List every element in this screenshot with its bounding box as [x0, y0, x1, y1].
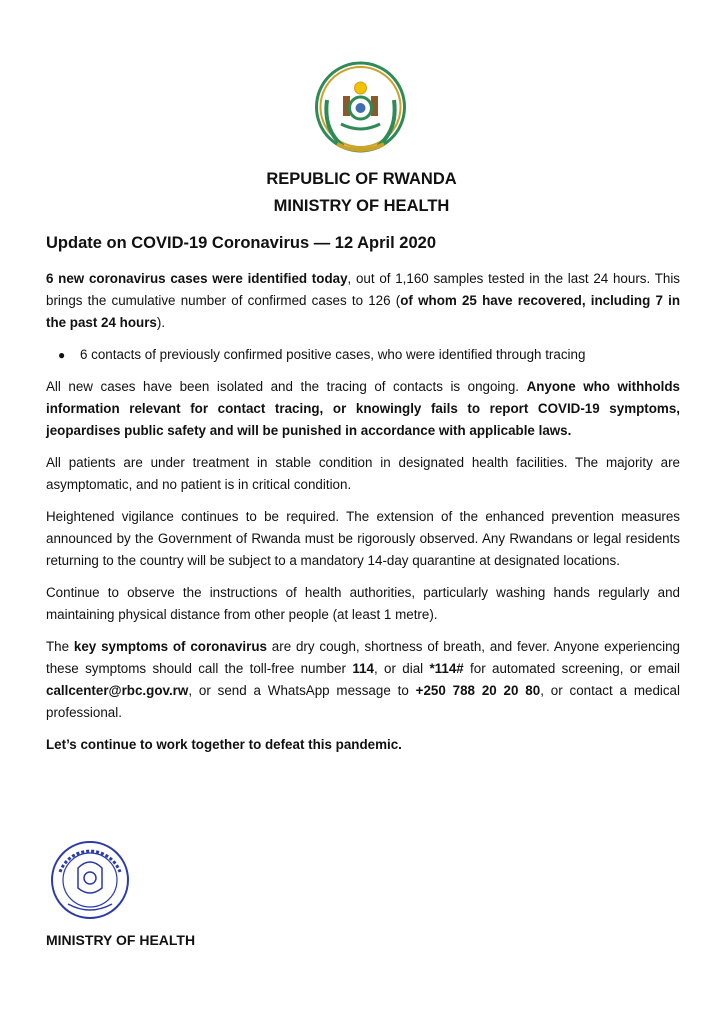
- paragraph-instructions: Continue to observe the instructions of health authorities, particularly washing hands regularly and maintaining physical distance from other people (at least 1 metre).: [46, 584, 680, 623]
- symptoms-text: , or contact a medical professional.: [46, 683, 680, 721]
- document-title: Update on COVID-19 Coronavirus — 12 April 2020: [46, 234, 436, 252]
- symptoms-text: for automated screening, or email: [463, 661, 680, 677]
- toll-free-number: 114: [352, 661, 374, 677]
- symptoms-text: The: [46, 638, 74, 654]
- ministry-stamp-seal: [48, 838, 132, 922]
- isolation-text: All new cases have been isolated and the tracing of contacts is ongoing.: [46, 378, 527, 394]
- bullet-text: 6 contacts of previously confirmed positive cases, who were identified through tracing: [80, 347, 586, 363]
- ministry-heading: MINISTRY OF HEALTH: [273, 197, 450, 215]
- footer-signature: MINISTRY OF HEALTH: [46, 932, 196, 948]
- symptoms-highlight: key symptoms of coronavirus: [73, 638, 267, 654]
- penalty-warning: Anyone who withholds information relevant for contact tracing, or knowingly fails to report COVID-19 symptoms, jeopardises public safety and will be punished in accordance with applicable laws.: [46, 378, 680, 439]
- symptoms-text: are dry cough, shortness of breath, and fever. Anyone experiencing these symptoms should call the toll-free number: [46, 638, 680, 677]
- symptoms-text: , or dial: [373, 661, 430, 677]
- new-cases-highlight: 6 new coronavirus cases were identified today: [46, 271, 348, 286]
- symptoms-text: , or send a WhatsApp message to: [188, 683, 416, 699]
- paragraph-vigilance: Heightened vigilance continues to be required. The extension of the enhanced prevention measures announced by the Government of Rwanda must be rigorously observed. Any Rwandans or legal residents returning to the country will be subject to a mandatory 14-day quarantine at designated locations.: [46, 508, 680, 569]
- paragraph-isolation: [46, 376, 680, 443]
- paragraph-new-cases: [46, 268, 680, 335]
- new-cases-text-end: ).: [156, 315, 166, 331]
- ussd-code: *114#: [429, 661, 464, 677]
- whatsapp-number: +250 788 20 20 80: [415, 683, 541, 699]
- paragraph-symptoms: [46, 636, 680, 725]
- recovered-highlight: of whom 25 have recovered, including 7 in the past 24 hours: [46, 293, 681, 331]
- country-heading: REPUBLIC OF RWANDA: [266, 170, 457, 188]
- document-body: [46, 268, 680, 766]
- closing-line: Let’s continue to work together to defeat this pandemic.: [46, 737, 402, 753]
- callcenter-email: callcenter@rbc.gov.rw: [46, 683, 189, 699]
- rwanda-emblem-logo: [313, 60, 408, 160]
- list-item: [58, 344, 680, 366]
- paragraph-patients: All patients are under treatment in stable condition in designated health facilities. The majority are asymptomatic, and no patient is in critical condition.: [46, 454, 680, 493]
- new-cases-text: , out of 1,160 samples tested in the last 24 hours. This brings the cumulative number of confirmed cases to 126 (: [46, 271, 680, 309]
- bullet-icon: ●: [58, 348, 66, 363]
